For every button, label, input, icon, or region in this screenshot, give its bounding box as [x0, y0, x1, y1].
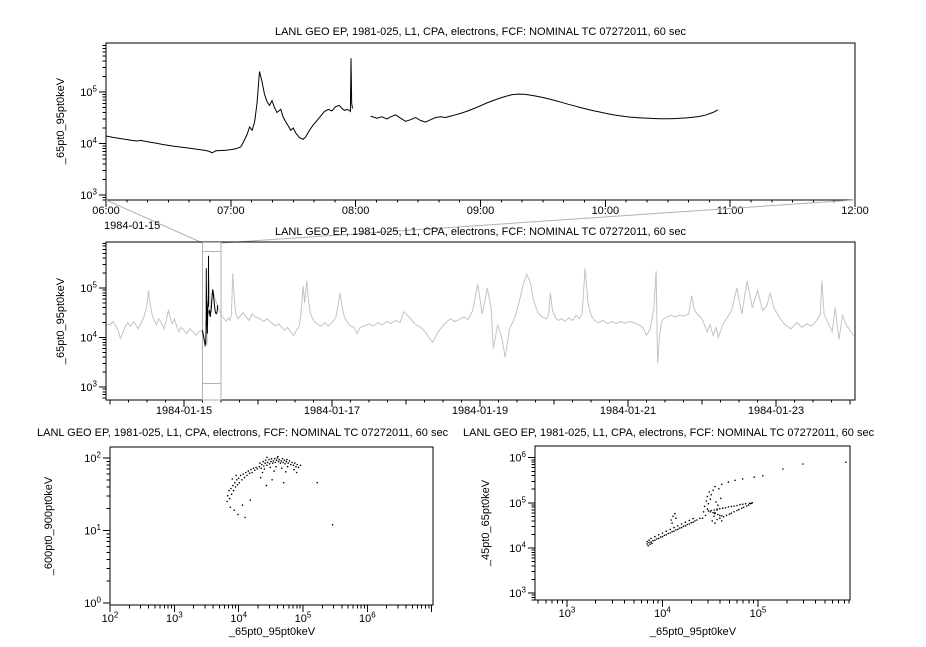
tick-label: 1984-01-19 [451, 405, 509, 417]
tick-label: 1984-01-21 [599, 405, 657, 417]
zoom-timeseries-frame[interactable] [106, 43, 855, 200]
context-overview-frame[interactable] [106, 242, 855, 400]
log-tick-label: $10^5$ [509, 495, 526, 510]
scatter-600-900-frame[interactable] [110, 447, 433, 605]
log-tick-label: $10^5$ [80, 280, 97, 295]
log-tick-label: $10^5$ [294, 610, 312, 625]
log-tick-label: $10^4$ [654, 605, 671, 620]
tick-label: 1984-01-23 [747, 405, 805, 417]
scatter-left-xlabel: _65pt0_95pt0keV [228, 626, 316, 638]
top-plot-ylabel: _65pt0_95pt0keV [55, 77, 67, 165]
scatter-600-900 [84, 447, 433, 625]
log-tick-label: $10^0$ [84, 595, 101, 610]
scatter-45-65-scatter-points [646, 461, 846, 546]
context-overview-x-axis[interactable] [110, 400, 850, 417]
log-tick-label: $10^4$ [80, 135, 97, 151]
overview-flux [106, 268, 853, 363]
context-selection-box[interactable] [202, 243, 220, 401]
log-tick-label: $10^4$ [509, 540, 526, 555]
scatter-right-xlabel: _65pt0_95pt0keV [649, 626, 737, 638]
tick-label: 08:00 [341, 205, 370, 217]
scatter-600-900-y-axis[interactable] [84, 451, 110, 610]
top-plot-date-label: 1984-01-15 [104, 220, 161, 232]
scatter-45-65-x-axis[interactable] [538, 600, 849, 620]
log-tick-label: $10^5$ [749, 605, 767, 620]
zoom-timeseries-y-axis[interactable] [80, 45, 106, 202]
log-tick-label: $10^2$ [84, 450, 101, 466]
scatter-right-ylabel: _45pt0_65pt0keV [480, 479, 492, 567]
tick-label: 06:00 [92, 205, 120, 217]
electron-flux-segment-b [371, 94, 718, 122]
tick-label: 12:00 [841, 205, 869, 217]
log-tick-label: $10^4$ [230, 610, 248, 625]
log-tick-label: $10^3$ [509, 585, 526, 601]
top-plot-title: LANL GEO EP, 1981-025, L1, CPA, electrons, FCF: NOMINAL TC 07272011, 60 sec [274, 26, 687, 38]
zoom-timeseries-x-axis[interactable] [92, 200, 869, 217]
scatter-left-ylabel: _600pt0_900pt0keV [43, 476, 55, 576]
log-tick-label: $10^4$ [80, 329, 97, 345]
electron-flux-segment-a [106, 58, 353, 153]
log-tick-label: $10^6$ [359, 610, 376, 625]
tick-label: 1984-01-15 [155, 405, 213, 417]
scatter-45-65-frame[interactable] [535, 446, 850, 600]
scatter-45-65-y-axis[interactable] [509, 450, 535, 600]
overview-plot-title: LANL GEO EP, 1981-025, L1, CPA, electrons, FCF: NOMINAL TC 07272011, 60 sec [274, 226, 687, 238]
log-tick-label: $10^6$ [509, 450, 526, 465]
scatter-right-title: LANL GEO EP, 1981-025, L1, CPA, electrons, FCF: NOMINAL TC 07272011, 60 sec [463, 427, 875, 439]
log-tick-label: $10^3$ [80, 379, 97, 394]
context-overview-y-axis[interactable] [80, 243, 106, 398]
tick-label: 09:00 [466, 205, 495, 217]
log-tick-label: $10^5$ [80, 84, 97, 99]
tick-label: 10:00 [591, 205, 620, 217]
tick-label: 1984-01-17 [303, 405, 361, 417]
scatter-600-900-scatter-points [226, 456, 333, 526]
log-tick-label: $10^3$ [165, 610, 183, 625]
log-tick-label: $10^3$ [558, 605, 576, 620]
log-tick-label: $10^2$ [101, 610, 119, 625]
log-tick-label: $10^1$ [84, 522, 101, 538]
log-tick-label: $10^3$ [80, 187, 97, 203]
scatter-45-65 [509, 446, 850, 620]
overview-plot-ylabel: _65pt0_95pt0keV [55, 277, 67, 365]
tick-label: 11:00 [716, 205, 744, 217]
scatter-left-title: LANL GEO EP, 1981-025, L1, CPA, electrons, FCF: NOMINAL TC 07272011, 60 sec [37, 427, 449, 439]
scatter-600-900-x-axis[interactable] [102, 605, 432, 625]
tick-label: 07:00 [217, 205, 245, 217]
zoom-timeseries [80, 43, 868, 217]
